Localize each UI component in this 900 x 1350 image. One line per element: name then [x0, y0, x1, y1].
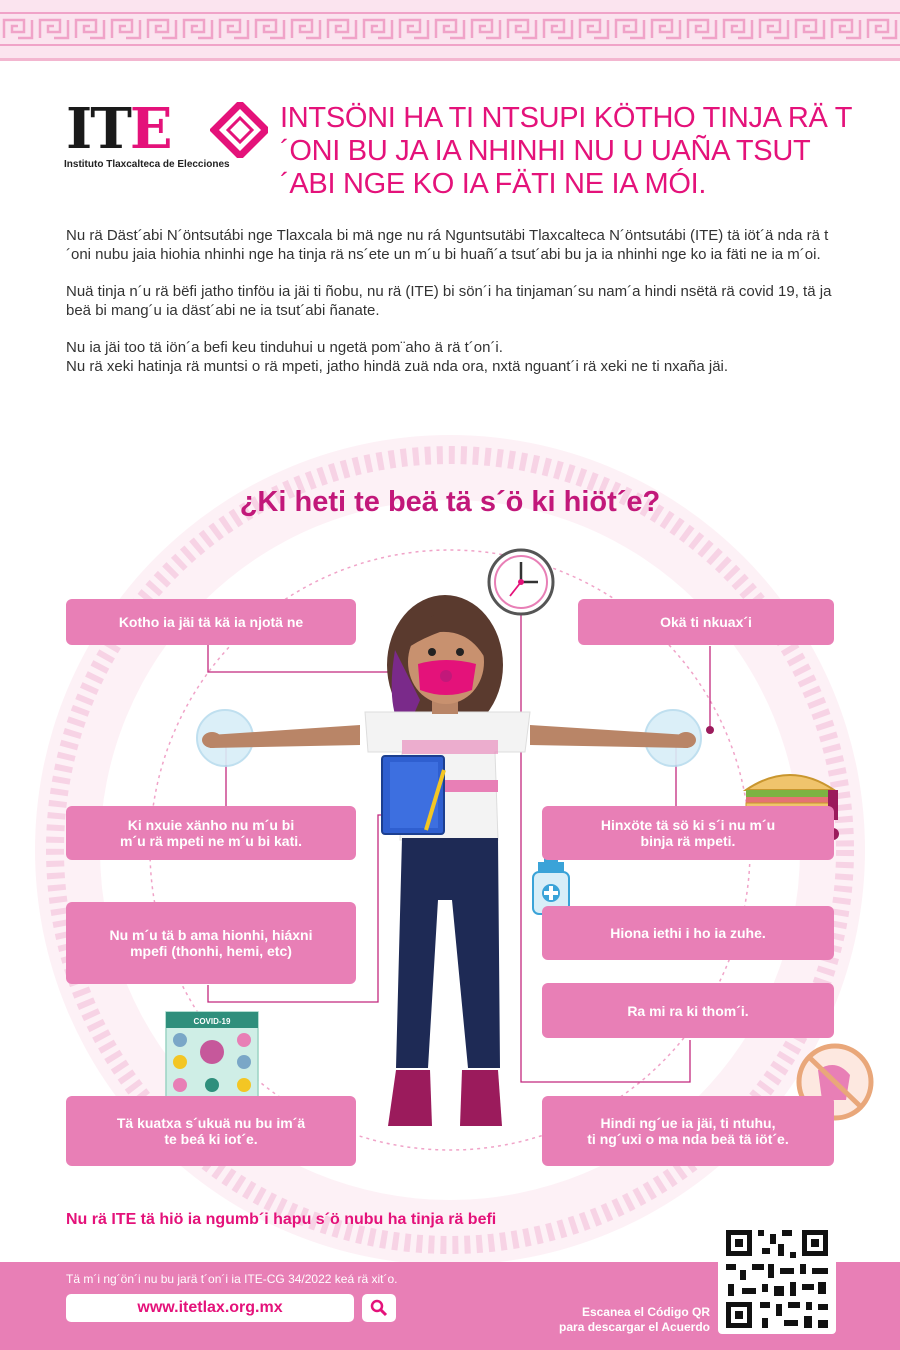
card-right-5: [542, 1096, 834, 1166]
card-left-1-text: Kotho ia jäi tä kä ia njotä ne: [118, 614, 304, 630]
card-right-2-line-2: binja rä mpeti.: [640, 833, 736, 849]
clock-icon: [489, 550, 553, 614]
card-right-4-text: Ra mi ra ki thom´i.: [627, 1002, 749, 1019]
website-link[interactable]: www.itetlax.org.mx: [66, 1294, 354, 1322]
card-right-4: [542, 983, 834, 1038]
qr-caption-line-1: Escanea el Código QR: [581, 1305, 710, 1319]
card-left-4: [66, 1096, 356, 1166]
footer-note: Tä m´i ng´ön´i nu bu jarä t´on´i ia ITE-CG 34/2022 keá rä xit´o.: [66, 1272, 398, 1286]
covid-poster-icon: [166, 1012, 258, 1100]
card-left-2-line-2: m´u rä mpeti ne m´u bi kati.: [119, 833, 303, 849]
notebook-icon: [382, 756, 444, 834]
card-right-3-text: Hiona iethi i ho ia zuhe.: [610, 925, 766, 941]
bottom-tip-text: Nu rä ITE tä hiö ia ngumb´i hapu s´ö nubu ha tinja rä befi: [66, 1211, 497, 1228]
card-right-1-text: Okä ti nkuax´i: [660, 614, 752, 630]
card-left-4-line-1: Tä kuatxa s´ukuä nu bu im´ä: [116, 1115, 306, 1131]
card-left-2: [66, 806, 356, 860]
qr-code-icon: [718, 1224, 836, 1334]
card-right-3: [542, 906, 834, 960]
intro-paragraph-2: Nuä tinja n´u rä bëfi jatho tinföu ia jäi ti ñobu, nu rä (ITE) bi sön´i ha tinjaman´su nam´a hindi nsëtä rä covid 19, tä ja beä bi mang´u ia däst´abi ne ia tsut´abi ñanate.: [66, 283, 832, 319]
card-right-5-line-1: Hindi ng´ue ia jäi, ti ntuhu,: [600, 1115, 776, 1131]
intro-paragraph-1: Nu rä Däst´abi N´öntsutábi nge Tlaxcala bi mä nge nu rá Nguntsutäbi Tlaxcalteca N´öntsutábi (ITE) tä iöt´ä nda rä t´oni nubu jaia hiohia nhinhi nge ha tinja rä ns´ete un m´u bi huañ´a tsut´abi bu ja ia nhinhi nge ko ia fäti ne ia m´oi.: [66, 227, 829, 263]
search-button[interactable]: [362, 1294, 396, 1322]
search-icon: [370, 1299, 388, 1317]
poster-title: COVID-19: [193, 1017, 231, 1026]
card-left-1: [66, 599, 356, 645]
card-left-4-line-2: te beá ki iot´e.: [164, 1131, 258, 1147]
card-left-3-line-2: mpefi (thonhi, hemi, etc): [130, 943, 292, 959]
logo-wordmark: ITE: [66, 96, 171, 162]
qr-caption: [559, 1305, 710, 1335]
intro-paragraph-3a: Nu ia jäi too tä iön´a befi keu tinduhui u ngetä pom¨aho ä rä t´on´i.: [66, 339, 503, 356]
card-left-2-line-1: Ki nxuie xänho nu m´u bi: [127, 817, 295, 833]
card-right-2: [542, 806, 834, 860]
card-left-3: [66, 902, 356, 984]
logo-subtitle: Instituto Tlaxcalteca de Elecciones: [64, 159, 230, 170]
card-right-5-line-2: ti ng´uxi o ma nda beä tä iöt´e.: [587, 1131, 789, 1147]
hand-sanitizer-icon: [533, 852, 569, 914]
section-question-title: ¿Ki heti te beä tä s´ö ki hiöt´e?: [239, 486, 661, 518]
person-illustration: [202, 595, 696, 1126]
card-left-3-line-1: Nu m´u tä b ama hionhi, hiáxni: [109, 927, 313, 943]
intro-paragraph-3b: Nu rä xeki hatinja rä muntsi o rä mpeti, jatho hindä zuä nda ora, nxtä nguant´i rä xeki ne ti nxaña jäi.: [66, 358, 729, 375]
card-right-1: [578, 599, 834, 645]
card-right-2-line-1: Hinxöte tä sö ki s´i nu m´u: [600, 817, 776, 833]
qr-code[interactable]: [718, 1224, 836, 1334]
qr-caption-line-2: para descargar el Acuerdo: [559, 1320, 710, 1334]
page-headline: INTSÖNI HA TI NTSUPI KÖTHO TINJA RÄ T´ONI BU JA IA NHINHI NU U UAÑA TSUT´ABI NGE KO IA FÄTI NE IA MÓI.: [280, 102, 853, 200]
